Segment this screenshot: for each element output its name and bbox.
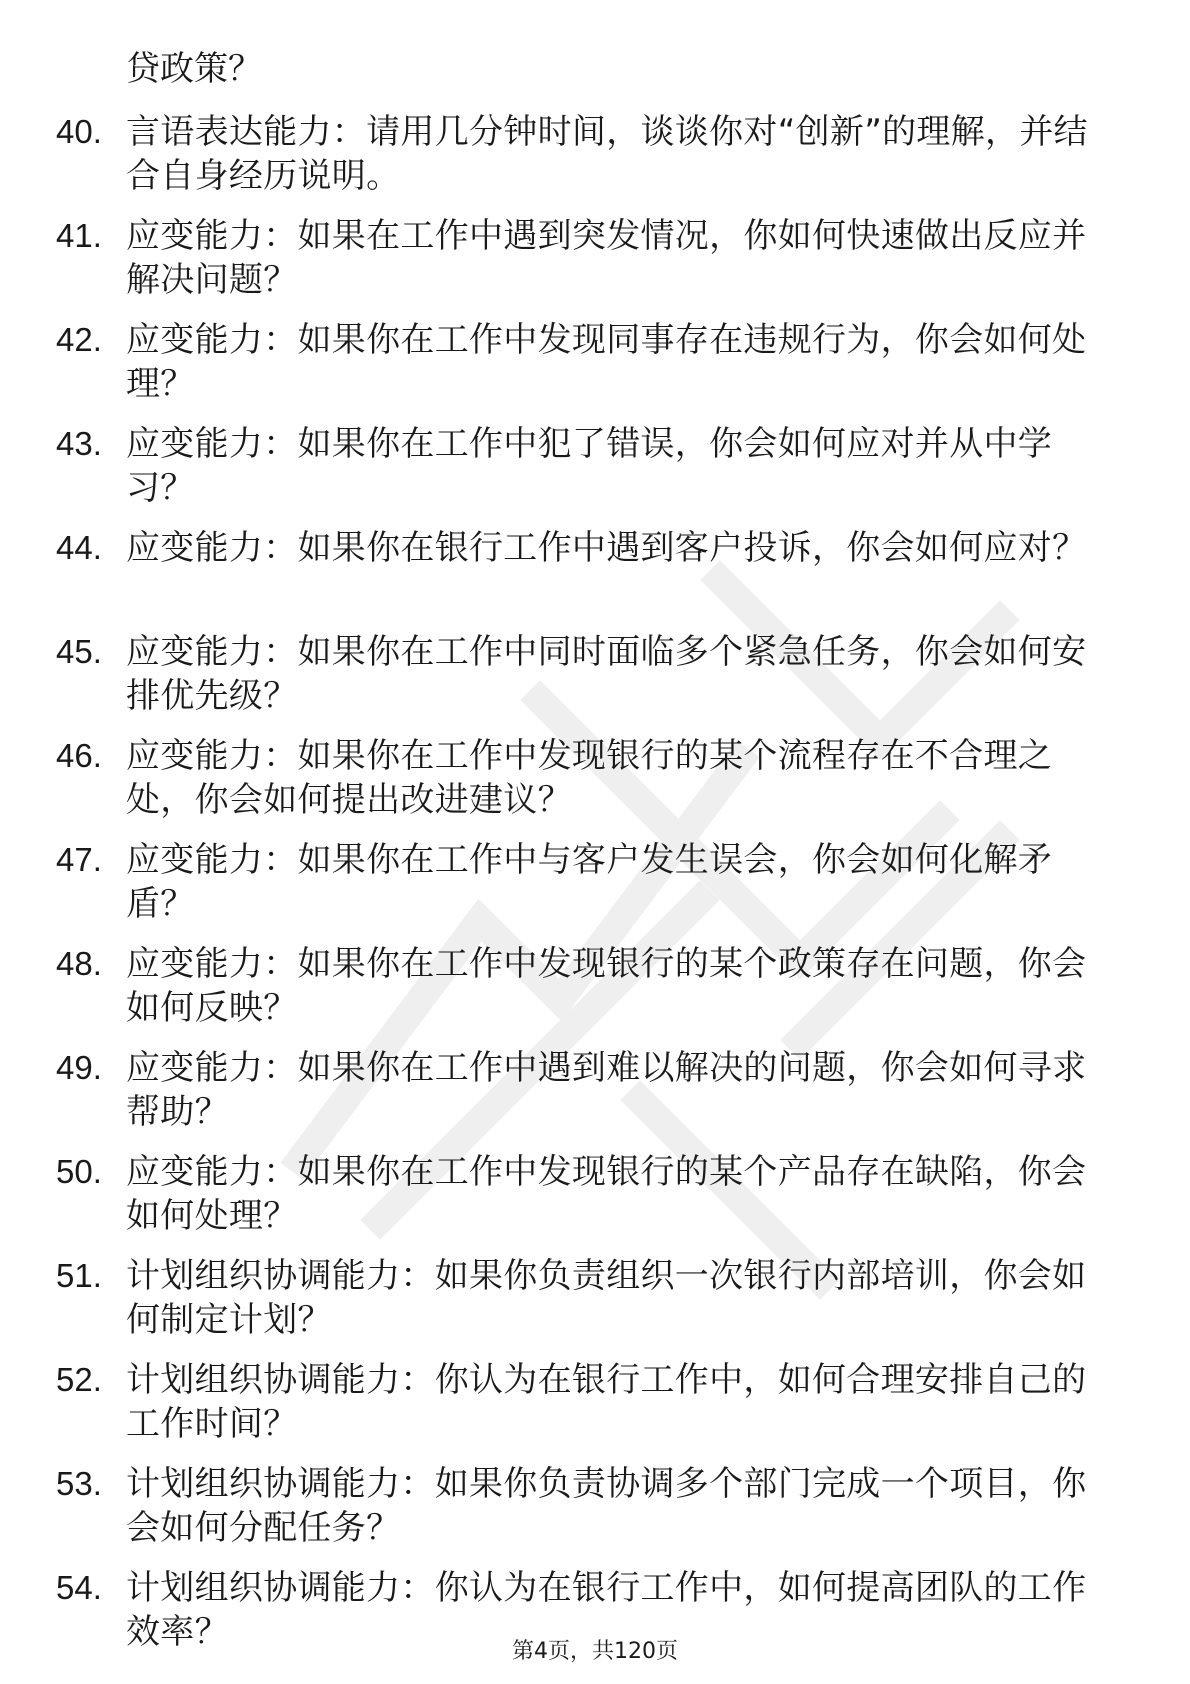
question-number: 46. [56, 737, 102, 774]
question-number: 50. [56, 1153, 102, 1190]
question-item [0, 1150, 1190, 1238]
question-text: 应变能力：如果你在工作中遇到难以解决的问题，你会如何寻求帮助？ [126, 1048, 1087, 1132]
question-text: 计划组织协调能力：如果你负责组织一次银行内部培训，你会如何制定计划？ [126, 1256, 1087, 1340]
question-number: 41. [56, 217, 102, 254]
question-text: 应变能力：如果在工作中遇到突发情况，你如何快速做出反应并解决问题？ [126, 216, 1087, 300]
question-item [0, 1462, 1190, 1550]
question-text: 应变能力：如果你在工作中发现银行的某个产品存在缺陷，你会如何处理？ [126, 1152, 1087, 1236]
question-text: 应变能力：如果你在银行工作中遇到客户投诉，你会如何应对？ [126, 528, 1087, 568]
question-item [0, 734, 1190, 822]
question-number: 51. [56, 1257, 102, 1294]
question-item [0, 1358, 1190, 1446]
question-number: 53. [56, 1465, 102, 1502]
continuation-text: 贷政策？ [126, 49, 262, 89]
question-text: 言语表达能力：请用几分钟时间，谈谈你对“创新”的理解，并结合自身经历说明。 [126, 112, 1088, 196]
question-item [0, 214, 1190, 302]
question-number: 45. [56, 633, 102, 670]
question-number: 49. [56, 1049, 102, 1086]
question-number: 54. [56, 1569, 102, 1606]
question-item [0, 942, 1190, 1030]
question-number: 42. [56, 321, 102, 358]
question-number: 48. [56, 945, 102, 982]
question-item [0, 1254, 1190, 1342]
question-item [0, 422, 1190, 510]
question-item [0, 318, 1190, 406]
question-item [0, 110, 1190, 198]
question-text: 应变能力：如果你在工作中与客户发生误会，你会如何化解矛盾？ [126, 840, 1053, 924]
question-text: 计划组织协调能力：如果你负责协调多个部门完成一个项目，你会如何分配任务？ [126, 1464, 1087, 1548]
question-list [0, 110, 1190, 1670]
question-text: 应变能力：如果你在工作中发现银行的某个流程存在不合理之处，你会如何提出改进建议？ [126, 736, 1053, 820]
question-number: 44. [56, 529, 102, 566]
question-item [0, 838, 1190, 926]
question-item [0, 1046, 1190, 1134]
question-item [0, 526, 1190, 570]
question-text: 计划组织协调能力：你认为在银行工作中，如何合理安排自己的工作时间？ [126, 1360, 1087, 1444]
question-number: 47. [56, 841, 102, 878]
question-text: 应变能力：如果你在工作中发现银行的某个政策存在问题，你会如何反映？ [126, 944, 1087, 1028]
question-text: 应变能力：如果你在工作中发现同事存在违规行为，你会如何处理？ [126, 320, 1087, 404]
question-text: 计划组织协调能力：你认为在银行工作中，如何提高团队的工作效率？ [126, 1568, 1087, 1652]
question-number: 43. [56, 425, 102, 462]
question-text: 应变能力：如果你在工作中同时面临多个紧急任务，你会如何安排优先级？ [126, 632, 1087, 716]
question-number: 52. [56, 1361, 102, 1398]
question-item [0, 630, 1190, 718]
question-number: 40. [56, 113, 102, 150]
question-text: 应变能力：如果你在工作中犯了错误，你会如何应对并从中学习？ [126, 424, 1053, 508]
page-footer: 第4页，共120页 [512, 1639, 678, 1664]
